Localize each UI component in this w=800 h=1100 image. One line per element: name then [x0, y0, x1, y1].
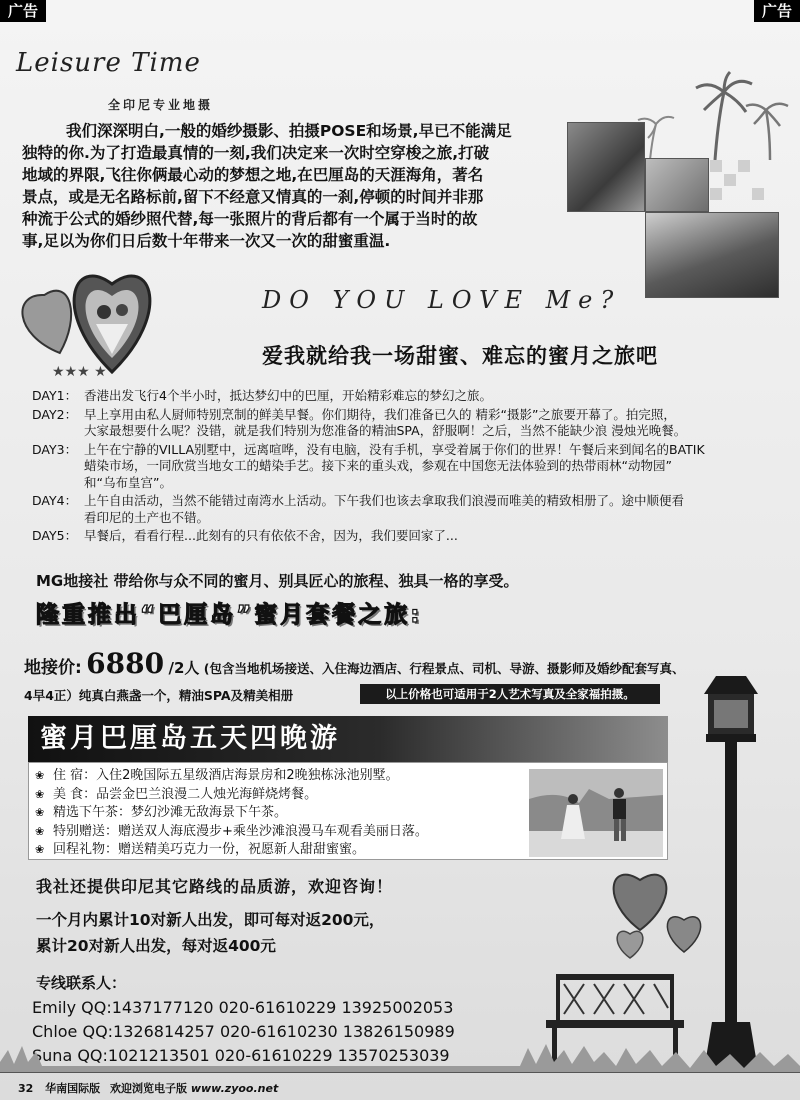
offer-line: 累计20对新人出发，每对返400元 [36, 937, 276, 955]
day-line: 看印尼的土产也不错。 [84, 509, 210, 525]
price-unit: /2人 [168, 659, 200, 677]
hearts-decoration [600, 860, 720, 970]
tour-item [35, 823, 428, 842]
intro-line: 独特的你.为了打造最真情的一刻,我们决定来一次时空穿梭之旅,打破 [22, 144, 490, 162]
intro-line: 种流于公式的婚纱照代替,每一张照片的背后都有一个属于当时的故 [22, 210, 478, 228]
decor-square [724, 174, 736, 186]
flower-bullet-icon: ❀ [35, 769, 45, 782]
day-line: 蜡染市场，一同欣赏当地女工的蜡染手艺。接下来的重头戏，参观在中国您无法体验到的热带雨林“动物园” [84, 458, 672, 473]
offer-line: 一个月内累计10对新人出发，即可每对返200元， [36, 911, 385, 929]
day-label: DAY3： [32, 441, 78, 457]
wedding-photo-sunset [645, 212, 779, 298]
tour-item-text: 回程礼物：赠送精美巧克力一份，祝愿新人甜甜蜜蜜。 [53, 842, 366, 857]
day-text [84, 493, 780, 526]
svg-text:★★★ ★: ★★★ ★ [52, 364, 107, 378]
intro-paragraph [22, 120, 562, 252]
tour-title: 蜜月巴厘岛五天四晚游 [28, 716, 668, 762]
day-label: DAY4： [32, 493, 78, 508]
day-row [32, 528, 780, 545]
tour-item [35, 786, 428, 805]
footer-url[interactable]: www.zyoo.net [190, 1082, 279, 1095]
price-note: 以上价格也可适用于2人艺术写真及全家福拍摄。 [360, 684, 660, 704]
footer-divider [0, 1072, 800, 1073]
itinerary-days [32, 388, 780, 547]
contact-title: 专线联系人： [36, 974, 127, 992]
day-row [32, 388, 780, 405]
wedding-photo-couple [567, 122, 645, 212]
flower-bullet-icon: ❀ [35, 824, 45, 838]
price-details: (包含当地机场接送、入住海边酒店、行程景点、司机、导游、摄影师及婚纱配套写真、 [203, 661, 685, 676]
promo-heading: 隆重推出“巴厘岛”蜜月套餐之旅: [36, 602, 423, 628]
tour-details-box [28, 762, 668, 860]
day-line: 上午自由活动，当然不能错过南湾水上活动。下午我们也该去拿取我们浪漫而唯美的精致相册了。途中顺便看 [84, 493, 685, 508]
grass-decoration [0, 1040, 800, 1072]
contact-row: Emily QQ:1437177120 020-61610229 13925002053 [32, 998, 454, 1017]
price-label: 地接价: [24, 658, 82, 678]
heart-photo-frame [12, 254, 182, 378]
day-label: DAY2： [32, 406, 78, 422]
ad-tag-right: 广告 [754, 0, 800, 22]
flower-bullet-icon: ❀ [35, 843, 45, 856]
day-text [84, 442, 780, 492]
decor-square [710, 160, 722, 172]
intro-line: 景点，或是无名路标前,留下不经意又情真的一刹,停顿的时间并非那 [22, 188, 484, 206]
tour-item [35, 841, 428, 860]
more-routes-line: 我社还提供印尼其它路线的品质游，欢迎咨询！ [36, 877, 394, 896]
decor-square [752, 188, 764, 200]
intro-line: 我们深深明白,一般的婚纱摄影、拍摄POSE和场景,早已不能满足 [66, 122, 512, 140]
contact-row: Chloe QQ:1326814257 020-61610230 13826150989 [32, 1022, 455, 1041]
tour-item-text: 美 食：品尝金巴兰浪漫二人烛光海鲜烧烤餐。 [53, 786, 318, 802]
day-row [32, 442, 780, 492]
day-text [84, 528, 780, 545]
day-text [84, 407, 780, 440]
price-line [24, 647, 684, 680]
flower-bullet-icon: ❀ [35, 787, 45, 801]
tour-item-text: 特别赠送：赠送双人海底漫步+乘坐沙滩浪漫马车观看美丽日落。 [53, 823, 428, 839]
price-value: 6880 [86, 647, 165, 680]
day-line: 大家最想要什么呢？没错，就是我们特别为您准备的精油SPA，舒服啊！之后，当然不能缺少浪 漫烛光晚餐。 [84, 423, 687, 438]
day-text [84, 388, 780, 405]
page-number: 32 [18, 1082, 34, 1095]
ad-tag-left: 广告 [0, 0, 46, 22]
leisure-time-logo: Leisure Time [16, 48, 201, 78]
tour-item [35, 767, 428, 786]
day-line: 早餐后，看看行程...此刻有的只有依依不舍，因为，我们要回家了... [84, 528, 458, 543]
day-label: DAY5： [32, 528, 78, 543]
day-label: DAY1： [32, 388, 78, 403]
publication-name: 华南国际版 [45, 1082, 101, 1095]
intro-line: 地域的界限,飞往你俩最心动的梦想之地,在巴厘岛的天涯海角，著名 [22, 166, 484, 184]
beach-couple-photo [529, 769, 663, 857]
footer-text: 欢迎浏览电子版 [110, 1082, 187, 1095]
honeymoon-subheading: 爱我就给我一场甜蜜、难忘的蜜月之旅吧 [262, 344, 658, 368]
mg-agency-line: MG地接社 带给你与众不同的蜜月、别具匠心的旅程、独具一格的享受。 [36, 572, 519, 590]
decor-square [738, 160, 750, 172]
flower-bullet-icon: ❀ [35, 806, 45, 819]
day-line: 香港出发飞行4个半小时，抵达梦幻中的巴厘，开始精彩难忘的梦幻之旅。 [84, 388, 492, 403]
price-details-2: 4早4正）纯真白燕盏一个，精油SPA及精美相册 [24, 688, 294, 703]
footer [18, 1080, 278, 1096]
day-line: 早上享用由私人厨师特别烹制的鲜美早餐。你们期待，我们准备已久的 精彩“摄影”之旅要开幕了。拍完照， [84, 406, 676, 422]
tour-items [35, 767, 428, 860]
logo-subtitle: 全印尼专业地摄 [108, 98, 214, 112]
love-title: DO YOU LOVE Me? [262, 286, 622, 314]
decor-square [710, 188, 722, 200]
wedding-photo-small [645, 158, 709, 212]
day-row [32, 407, 780, 440]
palm-trees-decoration [620, 70, 790, 160]
day-line: 上午在宁静的VILLA别墅中，远离喧哗，没有电脑，没有手机，享受着属于你们的世界！午餐后来到闻名的BATIK [84, 441, 705, 457]
contact-row: Suna QQ:1021213501 020-61610229 13570253039 [32, 1046, 450, 1065]
intro-line: 事,足以为你们日后数十年带来一次又一次的甜蜜重温. [22, 232, 391, 250]
tour-item-text: 精选下午茶：梦幻沙滩无敌海景下午茶。 [53, 805, 288, 820]
day-line: 和“乌布皇宫”。 [84, 474, 172, 490]
day-row [32, 493, 780, 526]
tour-item-text: 住 宿：入住2晚国际五星级酒店海景房和2晚独栋泳池别墅。 [53, 768, 399, 783]
tour-item [35, 804, 428, 823]
